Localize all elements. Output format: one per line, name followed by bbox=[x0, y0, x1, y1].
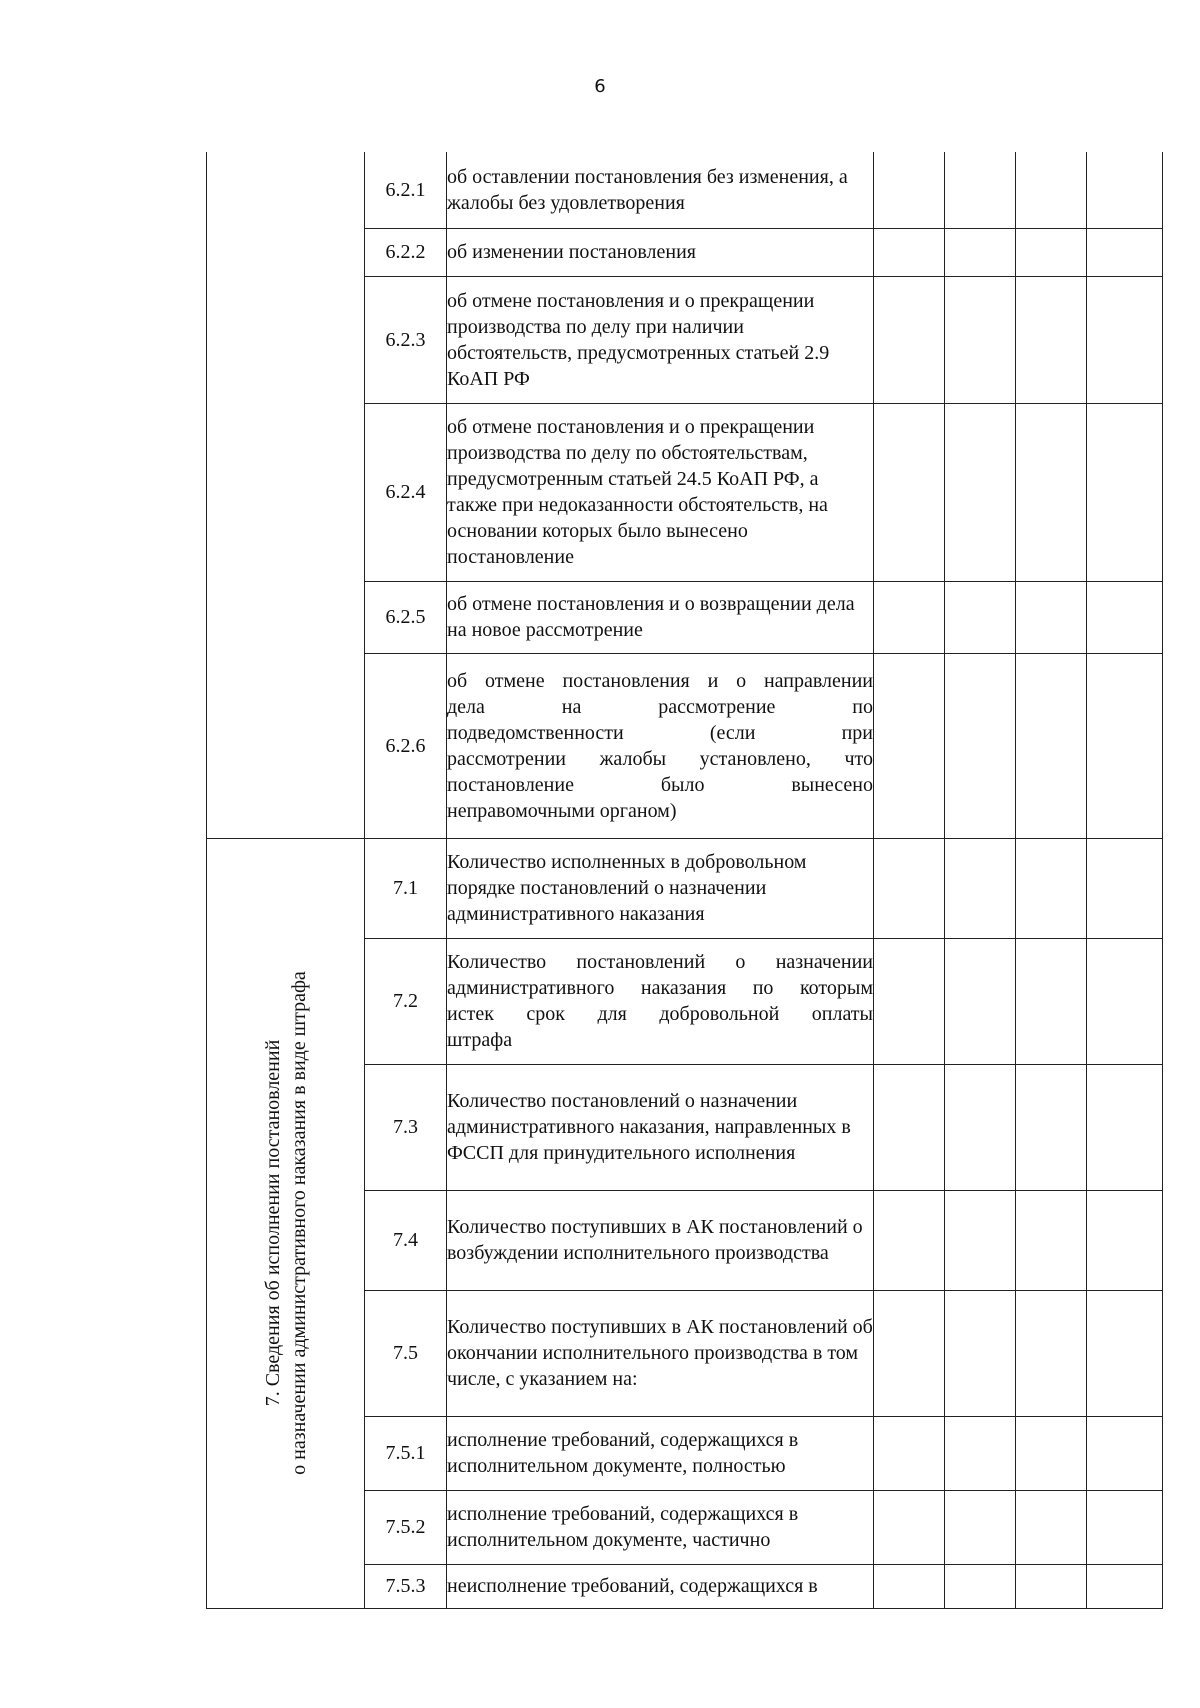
row-number: 6.2.4 bbox=[365, 403, 447, 581]
value-cell[interactable] bbox=[1087, 1490, 1163, 1564]
row-number: 6.2.2 bbox=[365, 228, 447, 276]
row-number: 6.2.5 bbox=[365, 581, 447, 653]
value-cell[interactable] bbox=[945, 228, 1016, 276]
value-cell[interactable] bbox=[1016, 152, 1087, 228]
value-cell[interactable] bbox=[1087, 653, 1163, 838]
value-cell[interactable] bbox=[1016, 1490, 1087, 1564]
value-cell[interactable] bbox=[945, 1190, 1016, 1290]
table-row bbox=[207, 838, 1163, 938]
row-number: 7.5.3 bbox=[365, 1564, 447, 1608]
row-number: 7.2 bbox=[365, 938, 447, 1064]
row-number: 6.2.1 bbox=[365, 152, 447, 228]
value-cell[interactable] bbox=[874, 1416, 945, 1490]
value-cell[interactable] bbox=[1016, 1290, 1087, 1416]
section-7-title-cell bbox=[207, 838, 365, 1608]
row-number: 7.3 bbox=[365, 1064, 447, 1190]
value-cell[interactable] bbox=[1016, 1064, 1087, 1190]
value-cell[interactable] bbox=[945, 838, 1016, 938]
value-cell[interactable] bbox=[874, 1564, 945, 1608]
statistics-table bbox=[206, 152, 1163, 1609]
row-text: об отмене постановления и о прекращении производства по делу при наличии обстоятельств, предусмотренных статьей 2.9 КоАП РФ bbox=[447, 276, 874, 403]
value-cell[interactable] bbox=[874, 938, 945, 1064]
value-cell[interactable] bbox=[874, 1490, 945, 1564]
value-cell[interactable] bbox=[1087, 403, 1163, 581]
value-cell[interactable] bbox=[945, 276, 1016, 403]
row-number: 7.1 bbox=[365, 838, 447, 938]
row-text: об отмене постановления и о прекращении производства по делу по обстоятельствам, предусмотренным статьей 24.5 КоАП РФ, а также при недоказанности обстоятельств, на основании которых было вынесено постановление bbox=[447, 403, 874, 581]
value-cell[interactable] bbox=[874, 1064, 945, 1190]
page-number: 6 bbox=[594, 76, 606, 97]
value-cell[interactable] bbox=[1016, 653, 1087, 838]
value-cell[interactable] bbox=[1016, 228, 1087, 276]
row-text: Количество поступивших в АК постановлений о возбуждении исполнительного производства bbox=[447, 1190, 874, 1290]
value-cell[interactable] bbox=[1016, 1190, 1087, 1290]
value-cell[interactable] bbox=[1087, 1064, 1163, 1190]
value-cell[interactable] bbox=[945, 581, 1016, 653]
value-cell[interactable] bbox=[1087, 1416, 1163, 1490]
value-cell[interactable] bbox=[1087, 228, 1163, 276]
value-cell[interactable] bbox=[874, 228, 945, 276]
row-text: исполнение требований, содержащихся в исполнительном документе, частично bbox=[447, 1490, 874, 1564]
table-row bbox=[207, 152, 1163, 228]
value-cell[interactable] bbox=[1087, 152, 1163, 228]
value-cell[interactable] bbox=[874, 152, 945, 228]
value-cell[interactable] bbox=[945, 938, 1016, 1064]
value-cell[interactable] bbox=[1087, 276, 1163, 403]
value-cell[interactable] bbox=[874, 838, 945, 938]
row-number: 7.5.2 bbox=[365, 1490, 447, 1564]
value-cell[interactable] bbox=[874, 403, 945, 581]
value-cell[interactable] bbox=[1087, 1190, 1163, 1290]
value-cell[interactable] bbox=[1016, 1564, 1087, 1608]
row-text bbox=[447, 653, 874, 838]
row-text: об изменении постановления bbox=[447, 228, 874, 276]
row-text: неисполнение требований, содержащихся в bbox=[447, 1564, 874, 1608]
row-text-line: дела на рассмотрение по bbox=[447, 695, 873, 718]
row-text-line: неправомочными органом) bbox=[447, 799, 677, 822]
value-cell[interactable] bbox=[874, 276, 945, 403]
value-cell[interactable] bbox=[945, 1290, 1016, 1416]
row-text-line: административного наказания по которым bbox=[447, 977, 873, 999]
section-7-title-wrap bbox=[207, 843, 364, 1603]
value-cell[interactable] bbox=[1087, 938, 1163, 1064]
value-cell[interactable] bbox=[874, 1290, 945, 1416]
row-text: Количество исполненных в добровольном порядке постановлений о назначении административного наказания bbox=[447, 838, 874, 938]
row-number: 7.4 bbox=[365, 1190, 447, 1290]
row-text-line: об отмене постановления и о направлении bbox=[447, 669, 873, 692]
value-cell[interactable] bbox=[1087, 581, 1163, 653]
value-cell[interactable] bbox=[1016, 276, 1087, 403]
value-cell[interactable] bbox=[1016, 938, 1087, 1064]
row-text-line: рассмотрении жалобы установлено, что bbox=[447, 747, 873, 770]
value-cell[interactable] bbox=[1087, 1290, 1163, 1416]
section-7-title-line2: о назначении административного наказания в виде штрафа bbox=[287, 971, 310, 1475]
value-cell[interactable] bbox=[1016, 1416, 1087, 1490]
section-6-cell bbox=[207, 152, 365, 838]
row-text-line: штрафа bbox=[447, 1029, 513, 1051]
row-text: Количество постановлений о назначении административного наказания, направленных в ФССП для принудительного исполнения bbox=[447, 1064, 874, 1190]
row-number: 7.5 bbox=[365, 1290, 447, 1416]
value-cell[interactable] bbox=[945, 1564, 1016, 1608]
row-number: 6.2.3 bbox=[365, 276, 447, 403]
value-cell[interactable] bbox=[874, 1190, 945, 1290]
row-text-line: подведомственности (если при bbox=[447, 721, 873, 744]
value-cell[interactable] bbox=[945, 1490, 1016, 1564]
row-text-line: Количество постановлений о назначении bbox=[447, 951, 873, 973]
value-cell[interactable] bbox=[1087, 838, 1163, 938]
section-7-title-line1: 7. Сведения об исполнении постановлений bbox=[261, 1039, 284, 1407]
value-cell[interactable] bbox=[1016, 838, 1087, 938]
row-text: об отмене постановления и о возвращении дела на новое рассмотрение bbox=[447, 581, 874, 653]
row-text: об оставлении постановления без изменения, а жалобы без удовлетворения bbox=[447, 152, 874, 228]
value-cell[interactable] bbox=[1087, 1564, 1163, 1608]
row-text-line: истек срок для добровольной оплаты bbox=[447, 1003, 873, 1025]
value-cell[interactable] bbox=[945, 1064, 1016, 1190]
value-cell[interactable] bbox=[945, 653, 1016, 838]
value-cell[interactable] bbox=[874, 653, 945, 838]
section-7-title bbox=[260, 873, 312, 1573]
row-text-line: постановление было вынесено bbox=[447, 773, 873, 796]
row-number: 6.2.6 bbox=[365, 653, 447, 838]
row-text: исполнение требований, содержащихся в исполнительном документе, полностью bbox=[447, 1416, 874, 1490]
value-cell[interactable] bbox=[945, 403, 1016, 581]
value-cell[interactable] bbox=[945, 152, 1016, 228]
row-text: Количество поступивших в АК постановлений об окончании исполнительного производства в том числе, с указанием на: bbox=[447, 1290, 874, 1416]
row-text bbox=[447, 938, 874, 1064]
row-number: 7.5.1 bbox=[365, 1416, 447, 1490]
value-cell[interactable] bbox=[1016, 403, 1087, 581]
value-cell[interactable] bbox=[874, 581, 945, 653]
value-cell[interactable] bbox=[1016, 581, 1087, 653]
value-cell[interactable] bbox=[945, 1416, 1016, 1490]
